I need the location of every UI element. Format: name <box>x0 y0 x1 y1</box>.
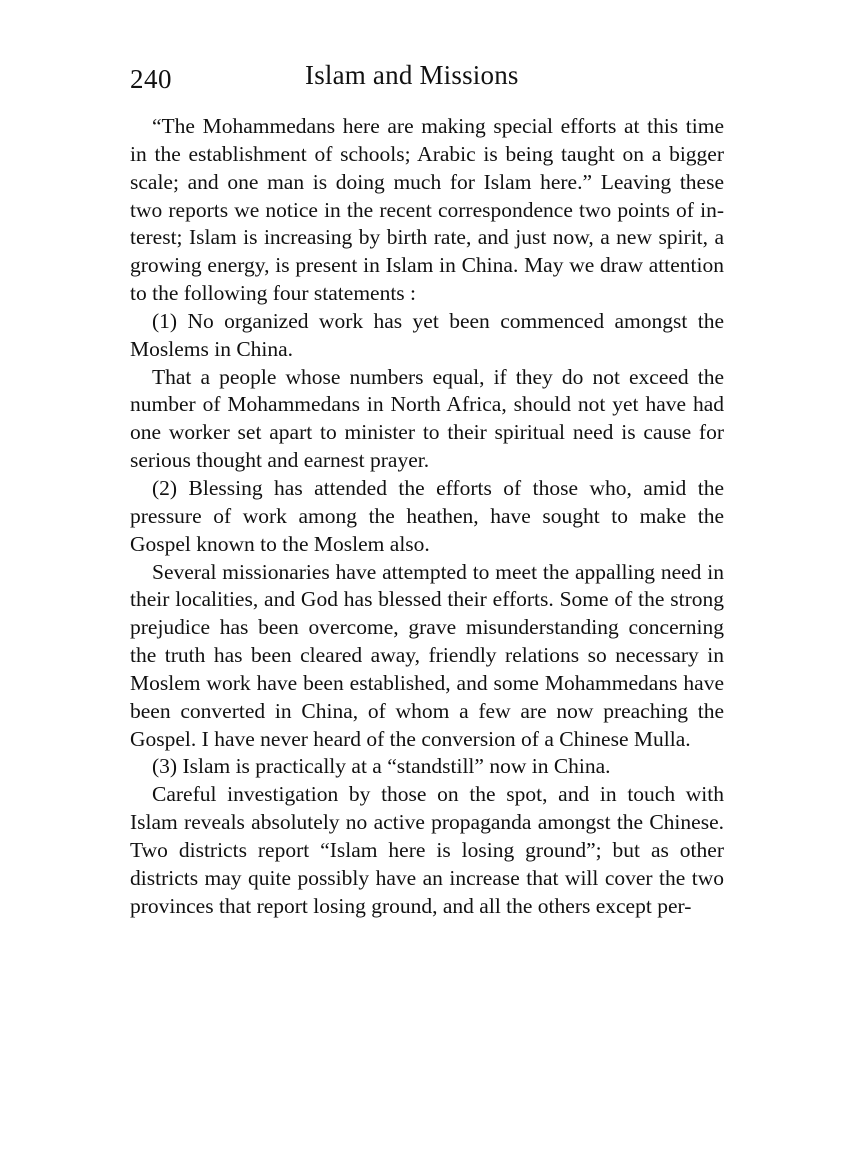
paragraph-statement-1-commentary: That a people whose numbers equal, if they do not exceed the number of Mohammedans in North Africa, should not yet have had one worker set apart to minister to their spiritual need is cause for serious thought and earnest prayer. <box>130 364 724 473</box>
body-text <box>130 113 724 920</box>
statement-3: (3) Islam is practically at a “standstill” now in China. <box>152 754 611 779</box>
paragraph-statement-3-commentary: Careful investigation by those on the spot, and in touch with Islam reveals absolutely no active propaganda amongst the Chinese. Two districts report “Islam here is losing ground”; but as other districts may quite possibly have an increase that will cover the two provinces that report losing ground, and all the others except per- <box>130 782 724 918</box>
statement-1: (1) No organized work has yet been commenced amongst the Moslems in China. <box>130 308 724 361</box>
running-title: Islam and Missions <box>305 60 519 90</box>
paragraph-quote: “The Mohammedans here are making special efforts at this time in the establishment of schools; Arabic is being taught on a bigger scale; and one man is doing much for Islam here.” Leaving these two reports we notice in the recent correspondence two points of interest; Islam is increasing by birth rate, and just now, a new spirit, a growing energy, is present in Islam in China. May we draw attention to the following four statements : <box>130 114 724 306</box>
page-number: 240 <box>130 64 172 94</box>
statement-2: (2) Blessing has attended the efforts of those who, amid the pressure of work among the heathen, have sought to make the Gospel known to the Moslem also. <box>130 475 724 556</box>
paragraph-statement-2-commentary: Several missionaries have attempted to meet the appalling need in their localities, and God has blessed their efforts. Some of the strong prejudice has been overcome, grave misunderstanding concerning the truth has been cleared away, friendly relations so necessary in Moslem work have been established, and some Mohammedans have been converted in China, of whom a few are now preaching the Gospel. I have never heard of the conversion of a Chinese Mulla. <box>130 559 724 751</box>
